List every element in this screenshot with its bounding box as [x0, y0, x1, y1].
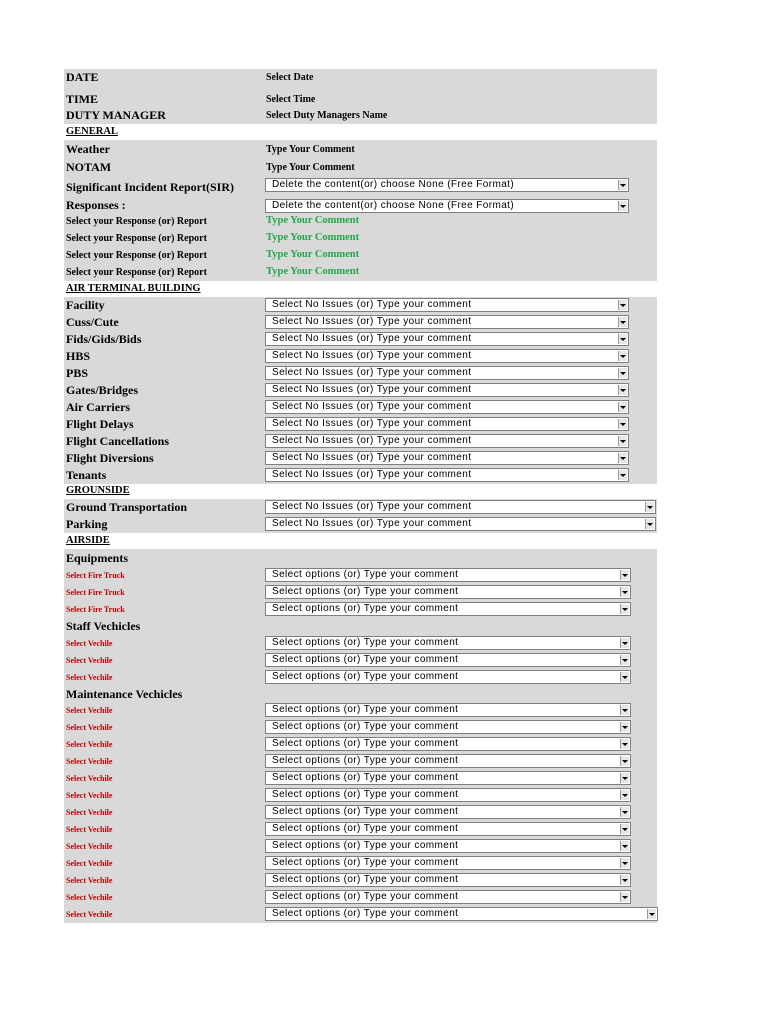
comment-dropdown[interactable] — [265, 568, 631, 582]
terminal-item-row — [64, 382, 657, 399]
field-label: Select your Response (or) Report — [66, 250, 207, 261]
chevron-down-icon[interactable] — [618, 402, 627, 412]
field-label: Select Fire Truck — [66, 588, 125, 597]
field-label: Select Fire Truck — [66, 571, 125, 580]
comment-dropdown[interactable] — [265, 585, 631, 599]
terminal-item-row — [64, 365, 657, 382]
field-label: Select your Response (or) Report — [66, 216, 207, 227]
terminal-section — [64, 281, 657, 297]
comment-dropdown[interactable] — [265, 737, 631, 751]
comment-dropdown[interactable] — [265, 720, 631, 734]
response-row — [64, 247, 657, 264]
staff-vehicle-row — [64, 652, 657, 669]
comment-dropdown[interactable] — [265, 653, 631, 667]
chevron-down-icon[interactable] — [618, 436, 627, 446]
dropdown-value: Select options (or) Type your comment — [272, 789, 459, 800]
comment-dropdown[interactable] — [265, 856, 631, 870]
dropdown-value: Select No Issues (or) Type your comment — [272, 333, 472, 344]
comment-dropdown[interactable] — [265, 366, 629, 380]
field-label: Facility — [66, 298, 105, 312]
notam-row — [64, 158, 657, 176]
field-label: Select your Response (or) Report — [66, 267, 207, 278]
chevron-down-icon[interactable] — [618, 368, 627, 378]
comment-dropdown[interactable] — [265, 178, 629, 192]
dropdown-value: Select options (or) Type your comment — [272, 637, 459, 648]
chevron-down-icon[interactable] — [618, 180, 627, 190]
fire-truck-row — [64, 567, 657, 584]
comment-dropdown[interactable] — [265, 298, 629, 312]
maintenance-vehicle-row — [64, 770, 657, 787]
field-label: Select Vechile — [66, 876, 113, 885]
comment-dropdown[interactable] — [265, 434, 629, 448]
dropdown-value: Select options (or) Type your comment — [272, 891, 459, 902]
field-label: Select Vechile — [66, 656, 113, 665]
dropdown-value: Select options (or) Type your comment — [272, 721, 459, 732]
section-title: GENERAL — [66, 126, 118, 137]
comment-dropdown[interactable] — [265, 890, 631, 904]
chevron-down-icon[interactable] — [645, 519, 654, 529]
field-label: Ground Transportation — [66, 500, 188, 514]
chevron-down-icon[interactable] — [620, 875, 629, 885]
dropdown-value: Delete the content(or) choose None (Free Format) — [272, 179, 515, 190]
comment-field[interactable]: Select Date — [266, 72, 314, 83]
comment-dropdown[interactable] — [265, 400, 629, 414]
maintenance-vehicle-row — [64, 821, 657, 838]
dropdown-value: Select options (or) Type your comment — [272, 603, 459, 614]
field-label: Flight Cancellations — [66, 434, 170, 448]
dropdown-value: Select No Issues (or) Type your comment — [272, 299, 472, 310]
comment-dropdown[interactable] — [265, 602, 631, 616]
field-label: Gates/Bridges — [66, 383, 138, 397]
field-label: Weather — [66, 142, 110, 156]
comment-dropdown[interactable] — [265, 315, 629, 329]
field-label: Select Vechile — [66, 859, 113, 868]
comment-dropdown[interactable] — [265, 636, 631, 650]
field-label: PBS — [66, 366, 89, 380]
time-row — [64, 91, 657, 107]
field-label: Select Vechile — [66, 791, 113, 800]
field-label: DUTY MANAGER — [66, 108, 166, 122]
field-label: Staff Vechicles — [66, 619, 141, 633]
dropdown-value: Select No Issues (or) Type your comment — [272, 418, 472, 429]
chevron-down-icon[interactable] — [620, 722, 629, 732]
chevron-down-icon[interactable] — [620, 604, 629, 614]
maintenance-vehicle-row — [64, 702, 657, 719]
comment-dropdown[interactable] — [265, 703, 631, 717]
duty-manager-row — [64, 107, 657, 124]
comment-field[interactable]: Type Your Comment — [266, 162, 355, 173]
comment-field[interactable]: Type Your Comment — [266, 144, 355, 155]
chevron-down-icon[interactable] — [620, 756, 629, 766]
field-label: NOTAM — [66, 160, 112, 174]
comment-field[interactable]: Select Time — [266, 94, 316, 105]
chevron-down-icon[interactable] — [618, 470, 627, 480]
field-label: Select Fire Truck — [66, 605, 125, 614]
fire-truck-row — [64, 601, 657, 618]
field-label: Select Vechile — [66, 893, 113, 902]
chevron-down-icon[interactable] — [620, 841, 629, 851]
field-label: Select your Response (or) Report — [66, 233, 207, 244]
terminal-item-row — [64, 467, 657, 484]
groundside-section — [64, 483, 657, 499]
maintenance-vehicle-row — [64, 906, 657, 923]
dropdown-value: Select options (or) Type your comment — [272, 823, 459, 834]
maintenance-vehicle-row — [64, 719, 657, 736]
field-label: Flight Delays — [66, 417, 134, 431]
field-label: Parking — [66, 517, 108, 531]
field-label: Equipments — [66, 551, 129, 565]
comment-dropdown[interactable] — [265, 468, 629, 482]
responses-row — [64, 197, 657, 213]
chevron-down-icon[interactable] — [620, 807, 629, 817]
chevron-down-icon[interactable] — [618, 351, 627, 361]
terminal-item-row — [64, 433, 657, 450]
general-section — [64, 124, 657, 140]
dropdown-value: Select No Issues (or) Type your comment — [272, 384, 472, 395]
dropdown-value: Delete the content(or) choose None (Free Format) — [272, 200, 515, 211]
field-label: Select Vechile — [66, 740, 113, 749]
chevron-down-icon[interactable] — [620, 892, 629, 902]
comment-field[interactable]: Select Duty Managers Name — [266, 110, 388, 121]
comment-dropdown[interactable] — [265, 451, 629, 465]
chevron-down-icon[interactable] — [618, 300, 627, 310]
field-label: Cuss/Cute — [66, 315, 119, 329]
field-label: Select Vechile — [66, 910, 113, 919]
field-label: Select Vechile — [66, 774, 113, 783]
staff-vehicle-row — [64, 635, 657, 652]
section-title: AIRSIDE — [66, 535, 110, 546]
comment-dropdown[interactable] — [265, 670, 631, 684]
terminal-item-row — [64, 297, 657, 314]
staff-vehicle-row — [64, 669, 657, 686]
maintenance-vehicle-row — [64, 787, 657, 804]
terminal-item-row — [64, 314, 657, 331]
comment-dropdown[interactable] — [265, 332, 629, 346]
field-label: DATE — [66, 70, 99, 84]
dropdown-value: Select options (or) Type your comment — [272, 569, 459, 580]
dropdown-value: Select No Issues (or) Type your comment — [272, 316, 472, 327]
field-label: Responses : — [66, 198, 126, 212]
maintenance-vehicle-row — [64, 872, 657, 889]
chevron-down-icon[interactable] — [645, 502, 654, 512]
chevron-down-icon[interactable] — [620, 739, 629, 749]
staff-heading — [64, 618, 657, 635]
maintenance-heading — [64, 686, 657, 702]
dropdown-value: Select options (or) Type your comment — [272, 772, 459, 783]
dropdown-value: Select No Issues (or) Type your comment — [272, 501, 472, 512]
comment-dropdown[interactable] — [265, 754, 631, 768]
dropdown-value: Select options (or) Type your comment — [272, 738, 459, 749]
dropdown-value: Select options (or) Type your comment — [272, 654, 459, 665]
field-label: Maintenance Vechicles — [66, 687, 183, 701]
terminal-item-row — [64, 399, 657, 416]
dropdown-value: Select No Issues (or) Type your comment — [272, 469, 472, 480]
maintenance-vehicle-row — [64, 889, 657, 906]
field-label: Select Vechile — [66, 825, 113, 834]
dropdown-value: Select No Issues (or) Type your comment — [272, 367, 472, 378]
response-row — [64, 230, 657, 247]
comment-dropdown[interactable] — [265, 349, 629, 363]
chevron-down-icon[interactable] — [620, 655, 629, 665]
terminal-item-row — [64, 348, 657, 365]
comment-dropdown[interactable] — [265, 417, 629, 431]
comment-field[interactable]: Type Your Comment — [266, 215, 360, 226]
chevron-down-icon[interactable] — [618, 317, 627, 327]
field-label: Flight Diversions — [66, 451, 154, 465]
terminal-item-row — [64, 416, 657, 433]
terminal-item-row — [64, 331, 657, 348]
dropdown-value: Select No Issues (or) Type your comment — [272, 435, 472, 446]
field-label: Air Carriers — [66, 400, 131, 414]
weather-row — [64, 140, 657, 158]
groundside-item-row — [64, 516, 657, 533]
field-label: Select Vechile — [66, 842, 113, 851]
maintenance-vehicle-row — [64, 838, 657, 855]
fire-truck-row — [64, 584, 657, 601]
maintenance-vehicle-row — [64, 736, 657, 753]
chevron-down-icon[interactable] — [620, 705, 629, 715]
response-row — [64, 264, 657, 281]
groundside-item-row — [64, 499, 657, 516]
dropdown-value: Select options (or) Type your comment — [272, 874, 459, 885]
equipments-heading — [64, 549, 657, 567]
comment-dropdown[interactable] — [265, 873, 631, 887]
chevron-down-icon[interactable] — [620, 824, 629, 834]
comment-dropdown[interactable] — [265, 805, 631, 819]
comment-dropdown[interactable] — [265, 383, 629, 397]
comment-dropdown[interactable] — [265, 771, 631, 785]
field-label: Select Vechile — [66, 673, 113, 682]
response-row — [64, 213, 657, 230]
field-label: Select Vechile — [66, 757, 113, 766]
comment-dropdown[interactable] — [265, 517, 656, 531]
dropdown-value: Select No Issues (or) Type your comment — [272, 452, 472, 463]
field-label: HBS — [66, 349, 91, 363]
field-label: Select Vechile — [66, 808, 113, 817]
comment-dropdown[interactable] — [265, 839, 631, 853]
dropdown-value: Select options (or) Type your comment — [272, 857, 459, 868]
chevron-down-icon[interactable] — [618, 201, 627, 211]
section-title: GROUNSIDE — [66, 485, 130, 496]
dropdown-value: Select No Issues (or) Type your comment — [272, 518, 472, 529]
sir-row — [64, 176, 657, 197]
comment-field[interactable]: Type Your Comment — [266, 266, 360, 277]
dropdown-value: Select No Issues (or) Type your comment — [272, 350, 472, 361]
comment-field[interactable]: Type Your Comment — [266, 232, 360, 243]
chevron-down-icon[interactable] — [618, 453, 627, 463]
comment-dropdown[interactable] — [265, 822, 631, 836]
chevron-down-icon[interactable] — [620, 587, 629, 597]
field-label: Select Vechile — [66, 639, 113, 648]
chevron-down-icon[interactable] — [647, 909, 656, 919]
dropdown-value: Select options (or) Type your comment — [272, 755, 459, 766]
maintenance-vehicle-row — [64, 804, 657, 821]
comment-dropdown[interactable] — [265, 907, 658, 921]
dropdown-value: Select options (or) Type your comment — [272, 840, 459, 851]
field-label: Fids/Gids/Bids — [66, 332, 142, 346]
airside-section — [64, 533, 657, 549]
chevron-down-icon[interactable] — [618, 334, 627, 344]
field-label: Significant Incident Report(SIR) — [66, 180, 235, 194]
dropdown-value: Select options (or) Type your comment — [272, 908, 459, 919]
dropdown-value: Select No Issues (or) Type your comment — [272, 401, 472, 412]
chevron-down-icon[interactable] — [620, 773, 629, 783]
maintenance-vehicle-row — [64, 855, 657, 872]
dropdown-value: Select options (or) Type your comment — [272, 704, 459, 715]
field-label: Select Vechile — [66, 706, 113, 715]
comment-dropdown[interactable] — [265, 788, 631, 802]
terminal-item-row — [64, 450, 657, 467]
chevron-down-icon[interactable] — [620, 638, 629, 648]
dropdown-value: Select options (or) Type your comment — [272, 806, 459, 817]
field-label: TIME — [66, 92, 99, 106]
chevron-down-icon[interactable] — [620, 570, 629, 580]
comment-dropdown[interactable] — [265, 500, 656, 514]
field-label: Select Vechile — [66, 723, 113, 732]
chevron-down-icon[interactable] — [620, 858, 629, 868]
date-row — [64, 69, 657, 91]
chevron-down-icon[interactable] — [620, 790, 629, 800]
comment-field[interactable]: Type Your Comment — [266, 249, 360, 260]
dropdown-value: Select options (or) Type your comment — [272, 671, 459, 682]
chevron-down-icon[interactable] — [618, 419, 627, 429]
maintenance-vehicle-row — [64, 753, 657, 770]
dropdown-value: Select options (or) Type your comment — [272, 586, 459, 597]
chevron-down-icon[interactable] — [618, 385, 627, 395]
section-title: AIR TERMINAL BUILDING — [66, 283, 201, 294]
chevron-down-icon[interactable] — [620, 672, 629, 682]
field-label: Tenants — [66, 468, 107, 482]
comment-dropdown[interactable] — [265, 199, 629, 213]
